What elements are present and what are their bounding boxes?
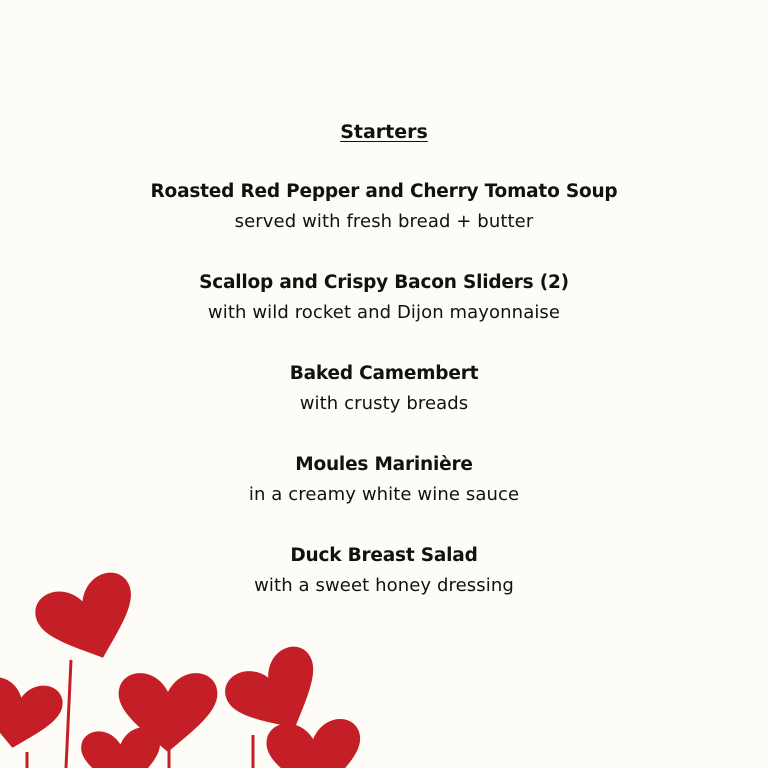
menu-item bbox=[0, 268, 768, 328]
menu-item-name: Roasted Red Pepper and Cherry Tomato Soup bbox=[150, 181, 618, 202]
menu-item-description: in a creamy white wine sauce bbox=[248, 484, 520, 505]
menu-item bbox=[0, 177, 768, 237]
menu-item bbox=[0, 450, 768, 510]
menu-item-name: Scallop and Crispy Bacon Sliders (2) bbox=[199, 272, 569, 293]
menu-item-name: Baked Camembert bbox=[289, 363, 479, 384]
heart-icon bbox=[119, 673, 218, 752]
menu-item-description: with wild rocket and Dijon mayonnaise bbox=[207, 302, 561, 323]
heart-icon bbox=[0, 675, 65, 756]
menu-item-name: Duck Breast Salad bbox=[290, 545, 478, 566]
heart-stem bbox=[66, 660, 71, 768]
menu-item-description: with crusty breads bbox=[299, 393, 469, 414]
menu-item bbox=[0, 541, 768, 601]
menu-item-name: Moules Marinière bbox=[295, 454, 473, 475]
heart-icon bbox=[80, 726, 164, 768]
heart-icon bbox=[265, 717, 365, 768]
menu-item bbox=[0, 359, 768, 419]
menu-item-description: with a sweet honey dressing bbox=[254, 575, 514, 596]
menu-section bbox=[0, 118, 768, 601]
section-title: Starters bbox=[340, 121, 428, 143]
menu-item-description: served with fresh bread + butter bbox=[234, 211, 534, 232]
heart-icon bbox=[218, 640, 336, 750]
